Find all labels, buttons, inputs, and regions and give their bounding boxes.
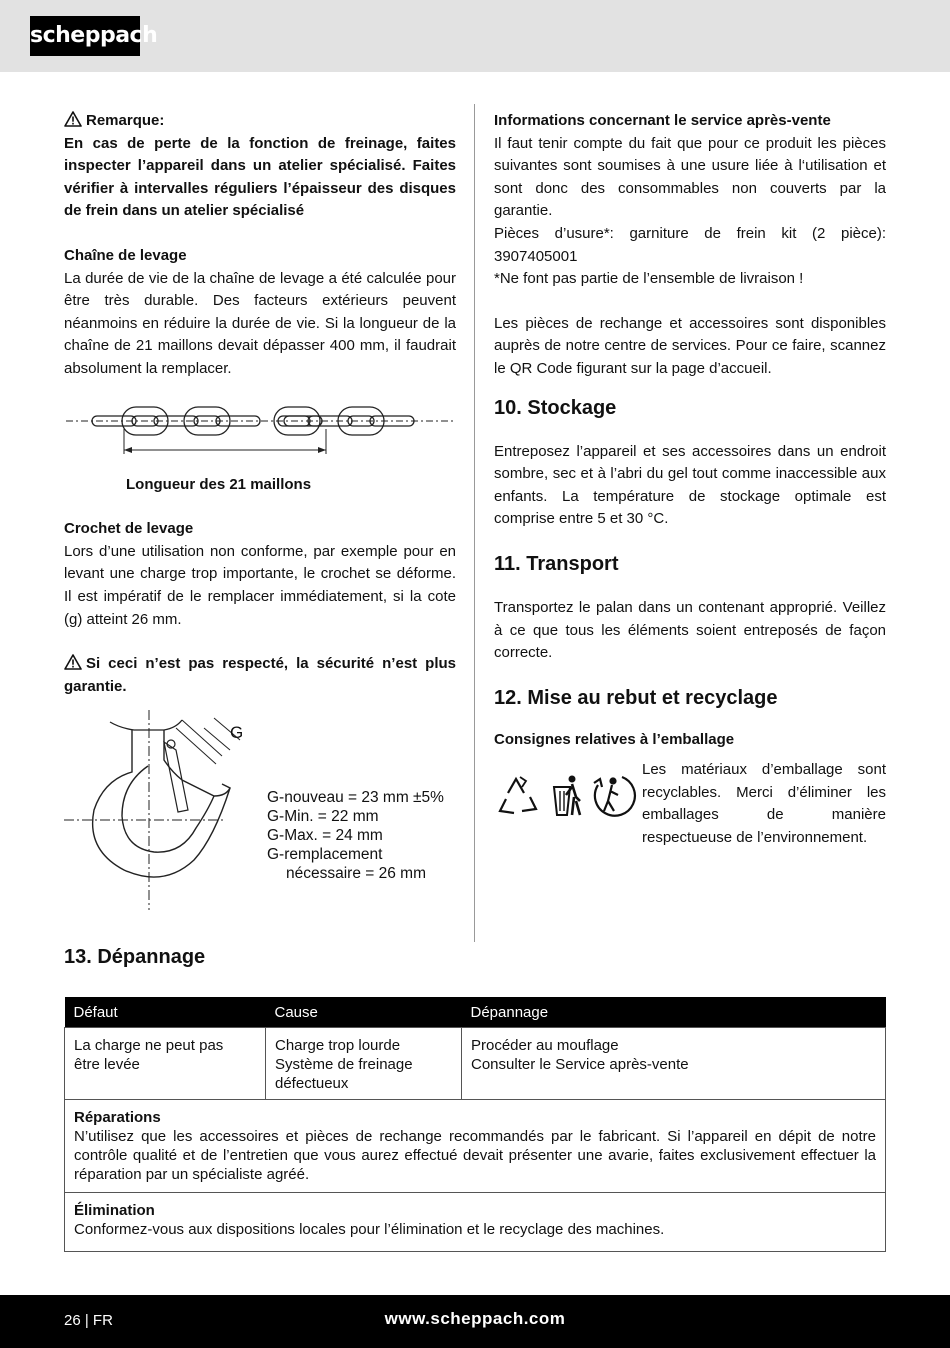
col-header-defect: Défaut xyxy=(65,997,266,1028)
brand-logo: scheppach xyxy=(30,16,140,56)
section-13-title: 13. Dépannage xyxy=(64,946,206,968)
chain-diagram xyxy=(64,399,456,474)
packaging-body: Les matériaux d’emballage sont recyclables. Merci d’éliminer les emballages de manière respectueuse de l’environnement. xyxy=(642,761,886,847)
hook-warning-text: Si ceci n’est pas respecté, la sécurité n’est plus garantie. xyxy=(64,655,456,695)
wear-note: *Ne font pas partie de l’ensemble de livraison ! xyxy=(494,270,804,288)
service-title: Informations concernant le service après-vente xyxy=(494,112,831,129)
section-10-title: 10. Stockage xyxy=(494,396,617,419)
trash-bin-icon xyxy=(554,776,580,816)
col-header-cause: Cause xyxy=(266,997,462,1028)
website-link[interactable]: www.scheppach.com xyxy=(384,1309,566,1328)
repairs-title: Réparations xyxy=(74,1109,161,1126)
section-11-body: Transportez le palan dans un contenant approprié. Veillez à ce que tous les éléments soient entreposés de façon correcte. xyxy=(494,598,886,662)
hook-title: Crochet de levage xyxy=(64,520,194,538)
warning-icon xyxy=(64,654,82,670)
g-max: G-Max. = 24 mm xyxy=(267,827,383,845)
disposal-row xyxy=(65,1193,886,1252)
remark-heading xyxy=(64,110,456,133)
recycling-icons xyxy=(494,759,642,829)
table-header-row xyxy=(65,997,886,1028)
troubleshooting-table xyxy=(64,997,886,1252)
section-12-title: 12. Mise au rebut et recyclage xyxy=(494,686,778,709)
remark-body: En cas de perte de la fonction de freinage, faites inspecter l’appareil dans un atelier spécialisé. Faites vérifier à intervalles réguliers l’épaisseur des disques de frein dans un atelier spécialisé xyxy=(64,134,456,220)
hook-body: Lors d’une utilisation non conforme, par exemple pour en levant une charge trop importante, le crochet se déforme. Il est impératif de le remplacer immédiatement, si la cote (g) atteint 26 mm. xyxy=(64,542,456,628)
remark-title: Remarque: xyxy=(86,112,165,129)
repairs-cell xyxy=(65,1100,886,1193)
hook-figure xyxy=(64,710,456,910)
column-divider xyxy=(474,104,475,942)
repairs-row xyxy=(65,1100,886,1193)
page-number: 26 | FR xyxy=(64,1312,113,1329)
disposal-body: Conformez-vous aux dispositions locales pour l’élimination et le recyclage des machines. xyxy=(74,1221,665,1238)
cell-defect xyxy=(65,1028,266,1100)
hook-g-label: G xyxy=(230,723,244,743)
chain-caption: Longueur des 21 maillons xyxy=(126,475,312,493)
chain-body: La durée de vie de la chaîne de levage a été calculée pour être très durable. Des facteurs extérieurs peuvent néanmoins en réduire la durée de vie. Si la longueur de la chaîne de 21 maillons devait dépasser 400 mm, il faudrait absolument la remplacer. xyxy=(64,269,456,377)
g-values xyxy=(267,788,444,883)
cause-line-1: Charge trop lourde xyxy=(275,1037,401,1054)
hook-warning xyxy=(64,653,456,698)
table-row xyxy=(65,1028,886,1100)
service-body: Il faut tenir compte du fait que pour ce produit les pièces suivantes sont soumises à une usure liée à l‘utilisation et sont donc des consommables non couverts par la garantie. xyxy=(494,134,886,220)
defect-line-2: être levée xyxy=(74,1056,140,1073)
remedy-line-1: Procéder au mouflage xyxy=(471,1037,619,1054)
footer-band xyxy=(0,1295,950,1348)
defect-line-1: La charge ne peut pas xyxy=(74,1037,224,1054)
recycle-icon xyxy=(500,777,536,813)
disposal-cell xyxy=(65,1193,886,1252)
g-replace-1: G-remplacement xyxy=(267,846,383,864)
wear-parts: Pièces d’usure*: garniture de frein kit (2 pièce): 3907405001 xyxy=(494,224,886,265)
spares-body: Les pièces de rechange et accessoires sont disponibles auprès de notre centre de services. Pour ce faire, scannez le QR Code figurant sur la page d’accueil. xyxy=(494,314,886,377)
disposal-title: Élimination xyxy=(74,1202,155,1219)
g-replace-2: nécessaire = 26 mm xyxy=(286,865,426,883)
cell-remedy xyxy=(462,1028,886,1100)
cause-line-2: Système de freinage xyxy=(275,1056,413,1073)
hook-diagram xyxy=(64,710,264,910)
section-10-body: Entreposez l’appareil et ses accessoires dans un endroit sombre, sec et à l’abri du gel tout comme inaccessible aux enfants. La température de stockage optimale est comprise entre 5 et 30 °C. xyxy=(494,442,886,528)
g-nominal: G-nouveau = 23 mm ±5% xyxy=(267,789,444,807)
cause-line-3: défectueux xyxy=(275,1075,349,1092)
g-min: G-Min. = 22 mm xyxy=(267,808,379,826)
left-column xyxy=(64,110,456,910)
packaging-title: Consignes relatives à l’emballage xyxy=(494,730,735,748)
col-header-remedy: Dépannage xyxy=(462,997,886,1028)
remedy-line-2: Consulter le Service après-vente xyxy=(471,1056,689,1073)
right-column xyxy=(494,110,886,850)
header-band xyxy=(0,0,950,72)
clean-disposal-icon xyxy=(594,777,635,816)
section-11-title: 11. Transport xyxy=(494,552,619,575)
cell-cause xyxy=(266,1028,462,1100)
packaging-block xyxy=(494,759,886,849)
repairs-body: N’utilisez que les accessoires et pièces de rechange recommandés par le fabricant. Si l’appareil en dépit de notre contrôle qualité et de l’entretien que vous aurez effectué devait présenter une avarie, faites exclusivement effectuer la réparation par un spécialiste agréé. xyxy=(74,1128,876,1183)
warning-icon xyxy=(64,111,82,127)
chain-title: Chaîne de levage xyxy=(64,246,187,264)
